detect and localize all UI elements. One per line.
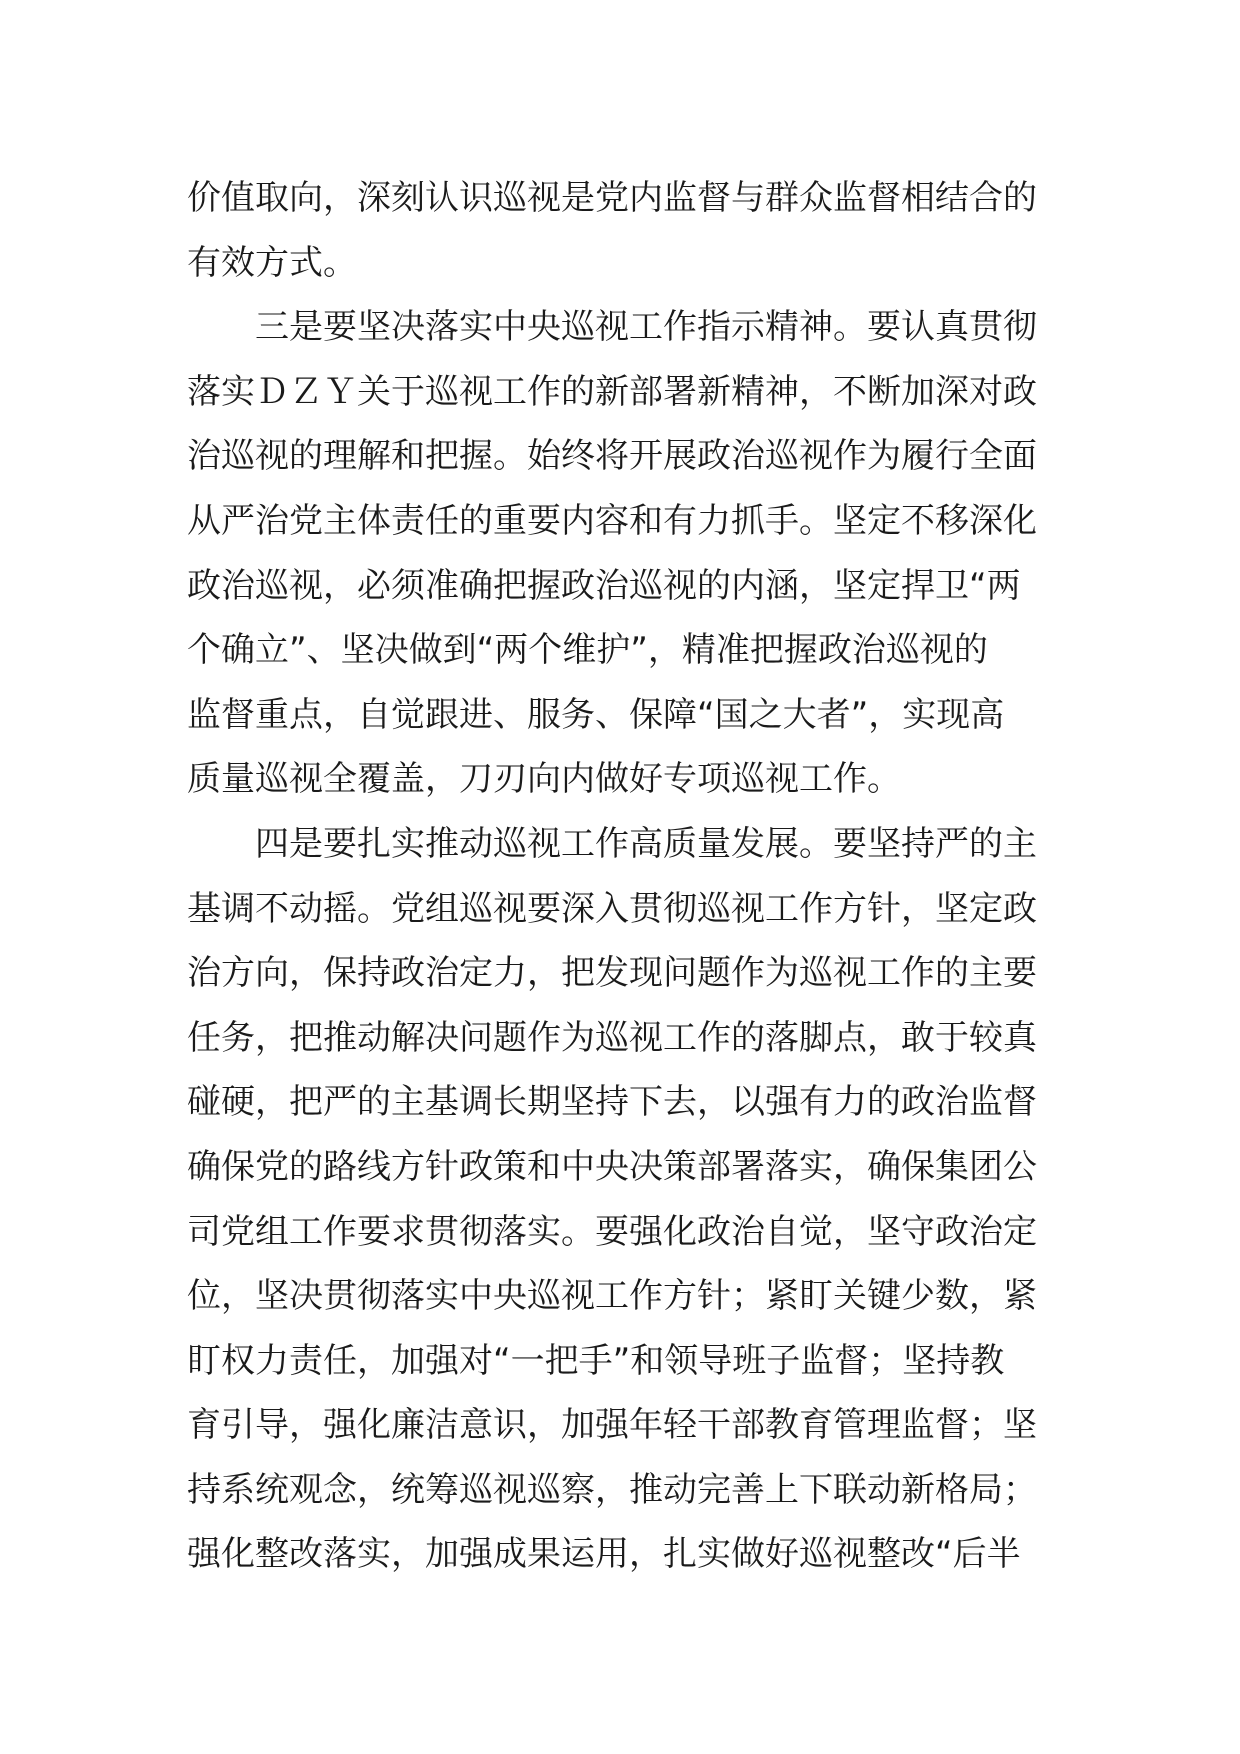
text-line: 个确立”、坚决做到“两个维护”，精准把握政治巡视的 (187, 630, 988, 671)
text-line: 任务，把推动解决问题作为巡视工作的落脚点，敢于较真 (187, 1017, 1037, 1058)
text-line: 盯权力责任，加强对“一把手”和领导班子监督；坚持教 (187, 1340, 1005, 1381)
text-line: 治方向，保持政治定力，把发现问题作为巡视工作的主要 (187, 953, 1037, 994)
text-line: 司党组工作要求贯彻落实。要强化政治自觉，坚守政治定 (187, 1211, 1037, 1252)
text-line: 从严治党主体责任的重要内容和有力抓手。坚定不移深化 (187, 500, 1037, 541)
document-body (187, 166, 1057, 1587)
text-line: 政治巡视，必须准确把握政治巡视的内涵，坚定捍卫“两 (187, 565, 1021, 606)
paragraph-first-line: 三是要坚决落实中央巡视工作指示精神。要认真贯彻 (255, 307, 1037, 348)
text-line: 有效方式。 (187, 242, 357, 283)
text-line: 持系统观念，统筹巡视巡察，推动完善上下联动新格局； (187, 1469, 1037, 1510)
text-line: 治巡视的理解和把握。始终将开展政治巡视作为履行全面 (187, 436, 1037, 477)
text-line: 质量巡视全覆盖，刀刃向内做好专项巡视工作。 (187, 759, 901, 800)
text-line: 确保党的路线方针政策和中央决策部署落实，确保集团公 (187, 1146, 1037, 1187)
paragraph-first-line: 四是要扎实推动巡视工作高质量发展。要坚持严的主 (255, 823, 1037, 864)
text-line: 碰硬，把严的主基调长期坚持下去，以强有力的政治监督 (187, 1082, 1037, 1123)
text-line: 基调不动摇。党组巡视要深入贯彻巡视工作方针，坚定政 (187, 888, 1037, 929)
text-line: 价值取向，深刻认识巡视是党内监督与群众监督相结合的 (187, 178, 1037, 218)
text-line: 位，坚决贯彻落实中央巡视工作方针；紧盯关键少数，紧 (187, 1276, 1037, 1317)
text-line: 强化整改落实，加强成果运用，扎实做好巡视整改“后半 (187, 1534, 1021, 1575)
text-line: 落实ＤＺＹ关于巡视工作的新部署新精神，不断加深对政 (187, 371, 1037, 412)
text-line: 监督重点，自觉跟进、服务、保障“国之大者”，实现高 (187, 694, 1005, 735)
text-line: 育引导，强化廉洁意识，加强年轻干部教育管理监督；坚 (187, 1405, 1037, 1446)
